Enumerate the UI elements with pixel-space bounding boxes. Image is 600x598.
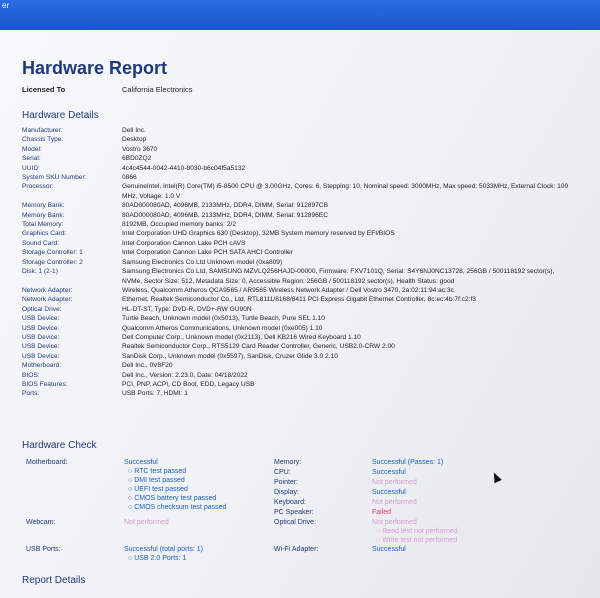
- detail-row: [22, 314, 592, 323]
- detail-value: Dell Inc., Version: 2.23.0, Date: 04/18/2022: [122, 371, 248, 379]
- detail-row: [22, 154, 592, 163]
- hardware-details-heading: Hardware Details: [22, 110, 99, 121]
- detail-row: [22, 201, 592, 210]
- licensed-to-value: California Electronics: [122, 85, 193, 94]
- detail-value: 80AD000080AD, 4096MB, 2133MHz, DDR4, DIMM, Serial: 912897CB: [122, 202, 328, 210]
- detail-value: Dell Inc., 0V8F20: [122, 362, 173, 370]
- detail-value: Vostro 3670: [122, 145, 158, 153]
- window-title: er: [2, 1, 10, 10]
- detail-row: [22, 126, 592, 135]
- detail-key: Motherboard:: [22, 362, 62, 370]
- detail-key: Total Memory:: [22, 221, 64, 229]
- display-check-status: Successful: [372, 489, 406, 496]
- detail-key: USB Device:: [22, 324, 60, 332]
- detail-value: Realtek Semiconductor Corp., RTS5129 Card Reader Controller, Generic, USB2.0-CRW 2.00: [122, 343, 395, 351]
- detail-key: Chassis Type:: [22, 136, 64, 144]
- optical-read-test: ○ Read test not performed: [376, 528, 458, 535]
- motherboard-test-item: ○ UEFI test passed: [128, 486, 188, 493]
- motherboard-test-item: ○ CMOS checksum test passed: [128, 504, 227, 511]
- keyboard-check-status: Not performed: [372, 499, 417, 506]
- detail-value: PCI, PNP, ACPI, CD Boot, EDD, Legacy USB: [122, 380, 255, 388]
- detail-value: Turtle Beach, Unknown model (0x5013), Turtle Beach, Pure SEL 1.10: [122, 315, 325, 323]
- detail-key: Processor:: [22, 183, 54, 191]
- detail-value: Intel Corporation UHD Graphics 630 (Desktop), 32MB System memory reserved by EFI/BIOS: [122, 230, 395, 238]
- detail-key: Network Adapter:: [22, 286, 73, 294]
- detail-row: [22, 248, 592, 257]
- detail-key: Disk: 1 (2-1): [22, 268, 58, 276]
- detail-value: 80AD000080AD, 4096MB, 2133MHz, DDR4, DIMM, Serial: 912896EC: [122, 211, 328, 219]
- detail-key: Network Adapter:: [22, 296, 73, 304]
- detail-key: Graphics Card:: [22, 230, 67, 238]
- detail-row: [22, 267, 592, 286]
- detail-value: SanDisk Corp., Unknown model (0x5597), SanDisk, Cruzer Glide 3.0 2.10: [122, 352, 338, 360]
- pc-speaker-check-status: Failed: [372, 509, 392, 516]
- detail-row: [22, 145, 592, 154]
- detail-row: [22, 229, 592, 238]
- keyboard-check-label: Keyboard:: [274, 499, 306, 506]
- detail-key: Serial:: [22, 155, 41, 163]
- memory-check-label: Memory:: [274, 459, 302, 466]
- pointer-check-status: Not performed: [372, 479, 417, 486]
- detail-value: Dell Inc.: [122, 127, 146, 134]
- detail-value: 0866: [122, 174, 137, 182]
- detail-row: [22, 305, 592, 314]
- hardware-details-list: [22, 126, 592, 399]
- detail-key: Storage Controller: 2: [22, 258, 83, 266]
- detail-row: [22, 135, 592, 144]
- detail-key: Sound Card:: [22, 239, 60, 247]
- usb-ports-check-status: Successful (total ports: 1): [124, 546, 203, 553]
- detail-value: Ethernet, Realtek Semiconductor Co., Ltd. RTL8111/8168/8411 PCI Express Gigabit Ethernet Controller, 8c:ec:4b:7f:c2:f3: [122, 296, 476, 304]
- optical-drive-check-status: Not performed: [372, 519, 417, 526]
- pc-speaker-check-label: PC Speaker:: [274, 509, 314, 516]
- wifi-check-status: Successful: [372, 546, 406, 553]
- detail-key: USB Device:: [22, 315, 60, 323]
- detail-value: Dell Computer Corp., Unknown model (0x2113), Dell KB216 Wired Keyboard 1.10: [122, 333, 361, 341]
- detail-key: System SKU Number:: [22, 174, 87, 182]
- detail-key: Optical Drive:: [22, 305, 62, 313]
- detail-row: [22, 239, 592, 248]
- detail-value: GenuineIntel, Intel(R) Core(TM) i5-8500 CPU @ 3.00GHz, Cores: 6, Stepping: 10, Nominal speed: 3000MHz, Max speed: 5033MHz, External Clock: 100 MHz, Voltage: 1.0 V: [122, 183, 569, 200]
- detail-value: Qualcomm Atheros Communications, Unknown model (0xe005) 1.10: [122, 324, 323, 332]
- detail-row: [22, 361, 592, 370]
- detail-value: Wireless, Qualcomm Atheros QCA9565 / AR9565 Wireless Network Adapter / Dell Vostro 3470, 2a:02:11:94:ac:3c: [122, 286, 454, 294]
- motherboard-check-label: Motherboard:: [26, 459, 68, 466]
- pointer-check-label: Pointer:: [274, 479, 299, 486]
- cpu-check-label: CPU:: [274, 469, 291, 476]
- detail-key: Ports:: [22, 390, 40, 398]
- report-page: [0, 30, 600, 598]
- detail-key: USB Device:: [22, 352, 60, 360]
- detail-row: [22, 258, 592, 267]
- detail-row: [22, 164, 592, 173]
- wifi-check-label: Wi-Fi Adapter:: [274, 546, 319, 553]
- detail-key: Storage Controller: 1: [22, 249, 83, 257]
- detail-key: USB Device:: [22, 333, 60, 341]
- motherboard-test-item: ○ CMOS battery test passed: [128, 495, 217, 502]
- display-check-label: Display:: [274, 489, 299, 496]
- detail-key: USB Device:: [22, 343, 60, 351]
- detail-row: [22, 295, 592, 304]
- window-titlebar: [0, 0, 600, 30]
- hardware-check-heading: Hardware Check: [22, 440, 97, 451]
- detail-key: BIOS Features:: [22, 380, 68, 388]
- detail-value: USB Ports: 7, HDMI: 1: [122, 390, 188, 398]
- webcam-check-status: Not performed: [124, 519, 169, 526]
- licensed-to-label: Licensed To: [22, 85, 66, 94]
- detail-row: [22, 211, 592, 220]
- detail-row: [22, 324, 592, 333]
- detail-key: BIOS:: [22, 371, 40, 379]
- detail-value: Intel Corporation Cannon Lake PCH cAVS: [122, 239, 246, 247]
- motherboard-test-item: ○ RTC test passed: [128, 468, 187, 475]
- detail-value: Desktop: [122, 136, 147, 144]
- detail-value: Intel Corporation Cannon Lake PCH SATA AHCI Controller: [122, 249, 293, 257]
- detail-key: UUID:: [22, 164, 40, 172]
- detail-key: Manufacturer:: [22, 127, 63, 134]
- memory-check-status: Successful (Passes: 1): [372, 459, 444, 466]
- motherboard-check-status: Successful: [124, 459, 158, 466]
- report-title: Hardware Report: [22, 58, 168, 78]
- optical-drive-check-label: Optical Drive:: [274, 519, 317, 526]
- webcam-check-label: Webcam:: [26, 519, 56, 526]
- detail-value: 6BD0ZQ2: [122, 155, 152, 163]
- detail-row: [22, 352, 592, 361]
- detail-key: Memory Bank:: [22, 202, 65, 210]
- detail-value: Samsung Electronics Co Ltd Unknown model (0xa809): [122, 258, 283, 266]
- mouse-cursor-icon: [490, 471, 501, 483]
- usb-ports-check-label: USB Ports:: [26, 546, 61, 553]
- detail-value: 8192MB, Occupied memory banks: 2/2: [122, 221, 236, 229]
- report-details-heading: Report Details: [22, 575, 86, 586]
- detail-row: [22, 389, 592, 398]
- detail-row: [22, 333, 592, 342]
- detail-value: 4c4c4544-0042-4410-8030-b6c04f5a5132: [122, 164, 246, 172]
- detail-row: [22, 371, 592, 380]
- usb-ports-sub-item: ○ USB 2.0 Ports: 1: [128, 555, 187, 562]
- detail-row: [22, 380, 592, 389]
- cpu-check-status: Successful: [372, 469, 406, 476]
- motherboard-test-item: ○ DMI test passed: [128, 477, 185, 484]
- detail-row: [22, 220, 592, 229]
- detail-key: Memory Bank:: [22, 211, 65, 219]
- detail-key: Model:: [22, 145, 42, 153]
- detail-row: [22, 286, 592, 295]
- detail-value: Samsung Electronics Co Ltd, SAMSUNG MZVLQ256HAJD-00000, Firmware: FXV7101Q, Serial: S4Y6NJ0NC13728, 256GB / 500118192 sector(s), NVMe, Sector Size: 512, Metadata Size: 0, Accessible Region: 256GB / 500118192 sector(s), Health Status: good: [122, 268, 555, 285]
- optical-write-test: ○ Write test not performed: [376, 537, 458, 544]
- detail-value: HL-DT-ST, Type: DVD-R, DVD+-RW GU90N: [122, 305, 252, 313]
- detail-row: [22, 173, 592, 182]
- detail-row: [22, 342, 592, 351]
- detail-row: [22, 182, 592, 201]
